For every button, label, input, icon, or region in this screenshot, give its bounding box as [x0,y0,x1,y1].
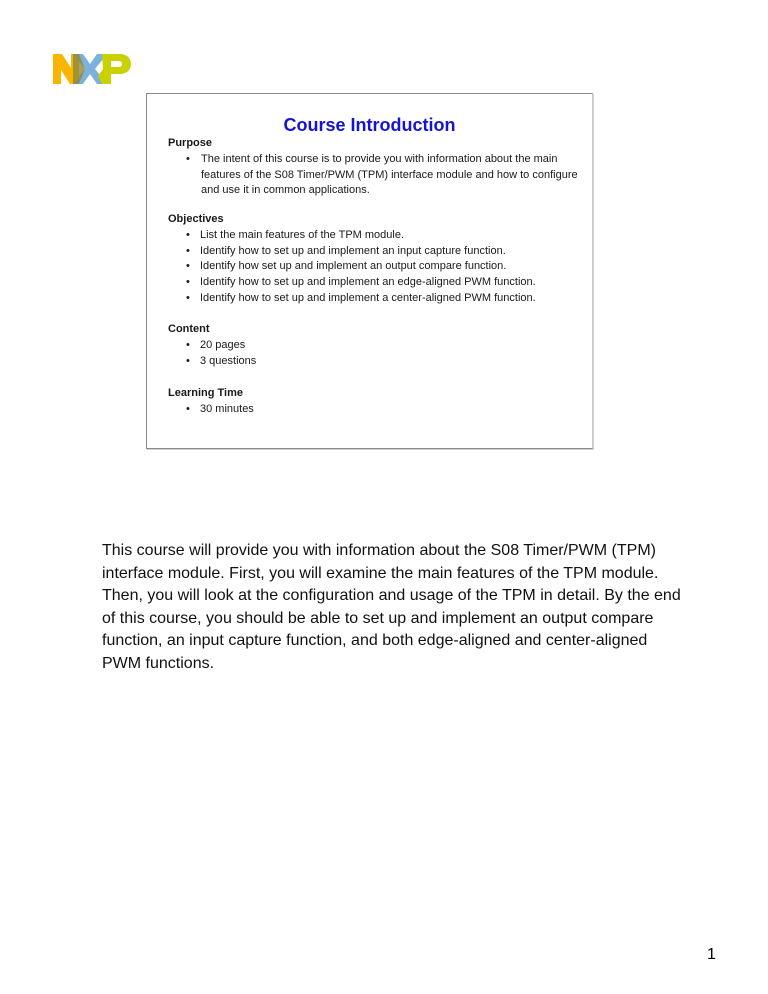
nxp-logo [53,54,131,84]
list-item: • The intent of this course is to provide you with information about the main features of the S08 Timer/PWM (TPM) interface module and how to configure and use it in common applications. [168,152,578,199]
section-objectives [168,212,588,307]
slide-title: Course Introduction [283,115,456,135]
page-number: 1 [707,946,716,963]
body-paragraph: This course will provide you with information about the S08 Timer/PWM (TPM) interface module. First, you will examine the main features of the TPM module. Then, you will look at the configuration and usage of the TPM in detail. By the end of this course, you should be able to set up and implement an output compare function, an input capture function, and both edge-aligned and center-aligned PWM functions. [102,542,681,672]
section-purpose [168,136,578,199]
list-item: • Identify how to set up and implement a center-aligned PWM function. [168,291,588,307]
list-item: • 30 minutes [168,402,468,418]
section-heading: Purpose [168,137,213,149]
section-heading: Content [168,323,210,335]
section-heading: Objectives [168,213,224,225]
list-item: • 20 pages [168,338,468,354]
list-item: • 3 questions [168,354,468,370]
list-item: • List the main features of the TPM module. [168,228,588,244]
list-item: • Identify how to set up and implement an input capture function. [168,244,588,260]
list-item: • Identify how set up and implement an output compare function. [168,259,588,275]
section-learning-time [168,386,468,418]
section-heading: Learning Time [168,387,243,399]
section-content [168,322,468,369]
slide-frame [146,93,593,449]
list-item: • Identify how to set up and implement an edge-aligned PWM function. [168,275,588,291]
